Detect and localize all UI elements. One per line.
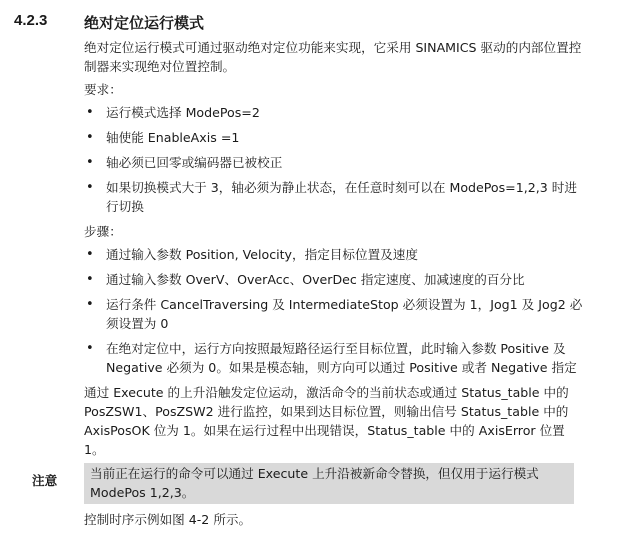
list-item: • 通过输入参数 OverV、OverAcc、OverDec 指定速度、加减速度的百分比	[84, 270, 584, 289]
list-item: • 通过输入参数 Position, Velocity，指定目标位置及速度	[84, 245, 584, 264]
note-block	[32, 463, 584, 504]
requirements-list	[84, 103, 584, 216]
list-item: • 运行条件 CancelTraversing 及 IntermediateStop 必须设置为 1，Jog1 及 Jog2 必须设置为 0	[84, 295, 584, 333]
body-column	[32, 38, 584, 529]
list-item: • 轴必须已回零或编码器已被校正	[84, 153, 584, 172]
note-label: 注意	[32, 473, 58, 488]
note-box: 当前正在运行的命令可以通过 Execute 上升沿被新命令替换，但仅用于运行模式 ModePos 1,2,3。	[84, 463, 574, 504]
section-number: 4.2.3	[14, 12, 48, 29]
requirements-label: 要求：	[84, 82, 122, 97]
list-item: • 如果切换模式大于 3，轴必须为静止状态，在任意时刻可以在 ModePos=1,2,3 时进行切换	[84, 178, 584, 216]
section-title: 绝对定位运行模式	[84, 14, 205, 32]
list-item: • 在绝对定位中，运行方向按照最短路径运行至目标位置，此时输入参数 Positive 及 Negative 必须为 0。如果是模态轴，则方向可以通过 Positive 或者 Negative 指定	[84, 339, 584, 377]
intro-paragraph: 绝对定位运行模式可通过驱动绝对定位功能来实现，它采用 SINAMICS 驱动的内部位置控制器来实现绝对位置控制。	[84, 40, 582, 74]
list-item: • 运行模式选择 ModePos=2	[84, 103, 584, 122]
steps-list	[84, 245, 584, 377]
list-item: • 轴使能 EnableAxis =1	[84, 128, 584, 147]
closing-paragraph: 控制时序示例如图 4-2 所示。	[84, 512, 252, 527]
steps-label: 步骤：	[84, 224, 122, 239]
trigger-paragraph: 通过 Execute 的上升沿触发定位运动，激活命令的当前状态或通过 Status_table 中的 PosZSW1、PosZSW2 进行监控，如果到达目标位置，则输出信号 Status_table 中的 AxisPosOK 位为 1。如果在运行过程中出现错误，Status_table 中的 AxisError 位置 1。	[84, 385, 569, 457]
